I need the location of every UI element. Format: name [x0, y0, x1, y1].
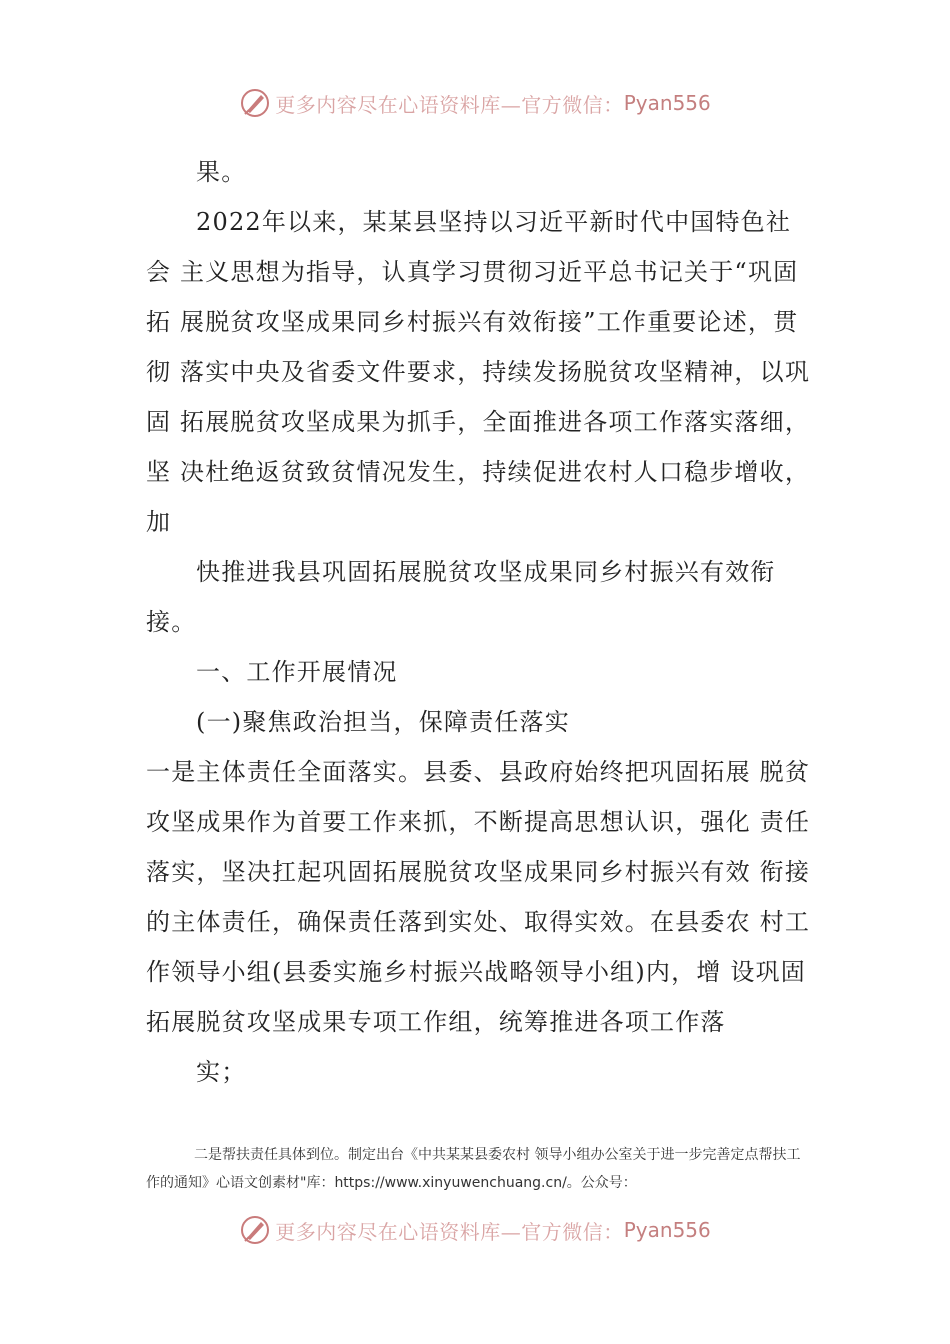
- banner-wechat-id: Pyan556: [623, 1218, 711, 1242]
- banner-wechat-id: Pyan556: [623, 91, 711, 115]
- paragraph: 2022年以来，某某县坚持以习近平新时代中国特色社会 主义思想为指导，认真学习贯彻习近平总书记关于“巩固拓 展脱贫攻坚成果同乡村振兴有效衔接”工作重要论述，贯彻 落实中央及省委文件要求，持续发扬脱贫攻坚精神，以巩固 拓展脱贫攻坚成果为抓手，全面推进各项工作落实落细，坚 决杜绝返贫致贫情况发生，持续促进农村人口稳步增收，加: [146, 208, 811, 536]
- quill-logo-icon: [239, 87, 271, 119]
- header-watermark-banner: [0, 83, 950, 123]
- paragraph: 一是主体责任全面落实。县委、县政府始终把巩固拓展 脱贫攻坚成果作为首要工作来抓，不断提高思想认识，强化 责任落实，坚决扛起巩固拓展脱贫攻坚成果同乡村振兴有效 衔接的主体责任，确保责任落到实处、取得实效。在县委农 村工作领导小组(县委实施乡村振兴战略领导小组)内，增 设巩固拓展脱贫攻坚成果专项工作组，统筹推进各项工作落: [146, 758, 811, 1036]
- subsection-heading: (一)聚焦政治担当，保障责任落实: [196, 708, 570, 736]
- section-heading: 一、工作开展情况: [196, 658, 398, 686]
- banner-text: 更多内容尽在心语资料库—官方微信：: [275, 92, 624, 117]
- footer-note: [146, 1141, 811, 1197]
- banner-text: 更多内容尽在心语资料库—官方微信：: [275, 1219, 624, 1244]
- quill-logo-icon: [239, 1214, 271, 1246]
- document-body: [146, 147, 816, 1097]
- paragraph: 果。: [196, 158, 247, 186]
- footer-note-text: 二是帮扶责任具体到位。制定出台《中共某某县委农村 领导小组办公室关于进一步完善定点帮扶工作的通知》心语文创素材"库：https://www.xinyuwenchuang.cn/。公众号：: [146, 1147, 801, 1191]
- paragraph: 快推进我县巩固拓展脱贫攻坚成果同乡村振兴有效衔接。: [146, 558, 776, 636]
- footer-watermark-banner: [0, 1210, 950, 1250]
- paragraph: 实；: [196, 1058, 247, 1086]
